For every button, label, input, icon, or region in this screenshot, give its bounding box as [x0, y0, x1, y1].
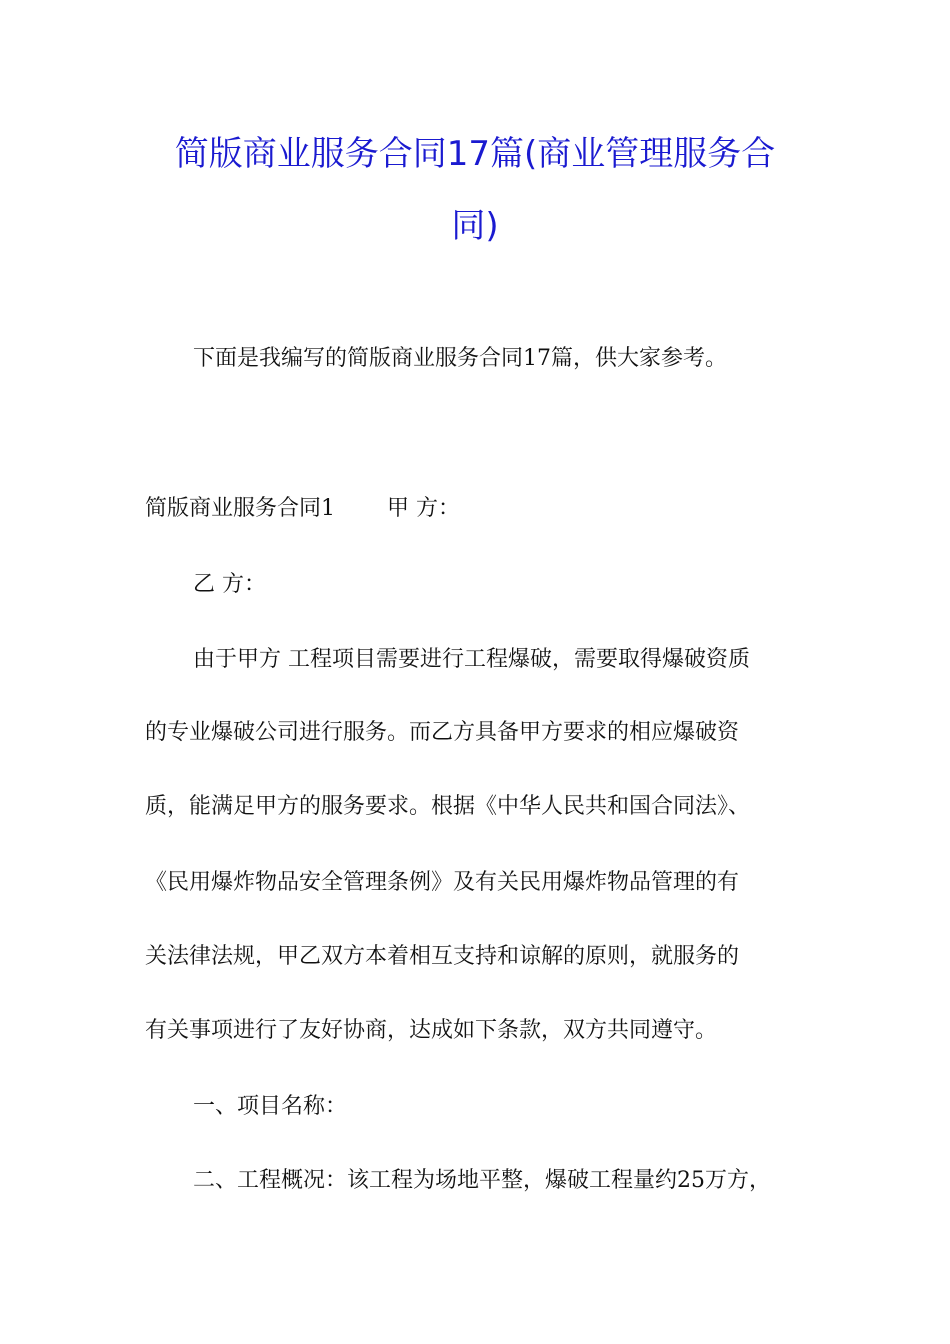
item-project-name: 一、项目名称：: [193, 1094, 348, 1119]
document-title-line-2: 同): [451, 206, 499, 246]
paragraph-line: 的专业爆破公司进行服务。而乙方具备甲方要求的相应爆破资: [145, 720, 740, 745]
document-title-line-1: 简版商业服务合同17篇(商业管理服务合: [174, 134, 776, 174]
intro-text: 下面是我编写的简版商业服务合同17篇，供大家参考。: [193, 346, 727, 371]
contract-heading-row: [145, 494, 460, 524]
paragraph-line: 质，能满足甲方的服务要求。根据《中华人民共和国合同法》、: [145, 794, 751, 819]
section-heading: 简版商业服务合同1: [145, 496, 335, 521]
paragraph-line: 由于甲方 工程项目需要进行工程爆破，需要取得爆破资质: [193, 647, 750, 672]
paragraph-line: 《民用爆炸物品安全管理条例》及有关民用爆炸物品管理的有: [145, 870, 740, 895]
paragraph-line: 关法律法规，甲乙双方本着相互支持和谅解的原则，就服务的: [145, 944, 740, 969]
paragraph-line: 有关事项进行了友好协商，达成如下条款，双方共同遵守。: [145, 1018, 718, 1043]
party-a-label: 甲 方：: [387, 496, 460, 521]
party-b-label: 乙 方：: [193, 572, 266, 597]
item-project-overview: 二、工程概况：该工程为场地平整，爆破工程量约25万方，: [193, 1168, 771, 1193]
